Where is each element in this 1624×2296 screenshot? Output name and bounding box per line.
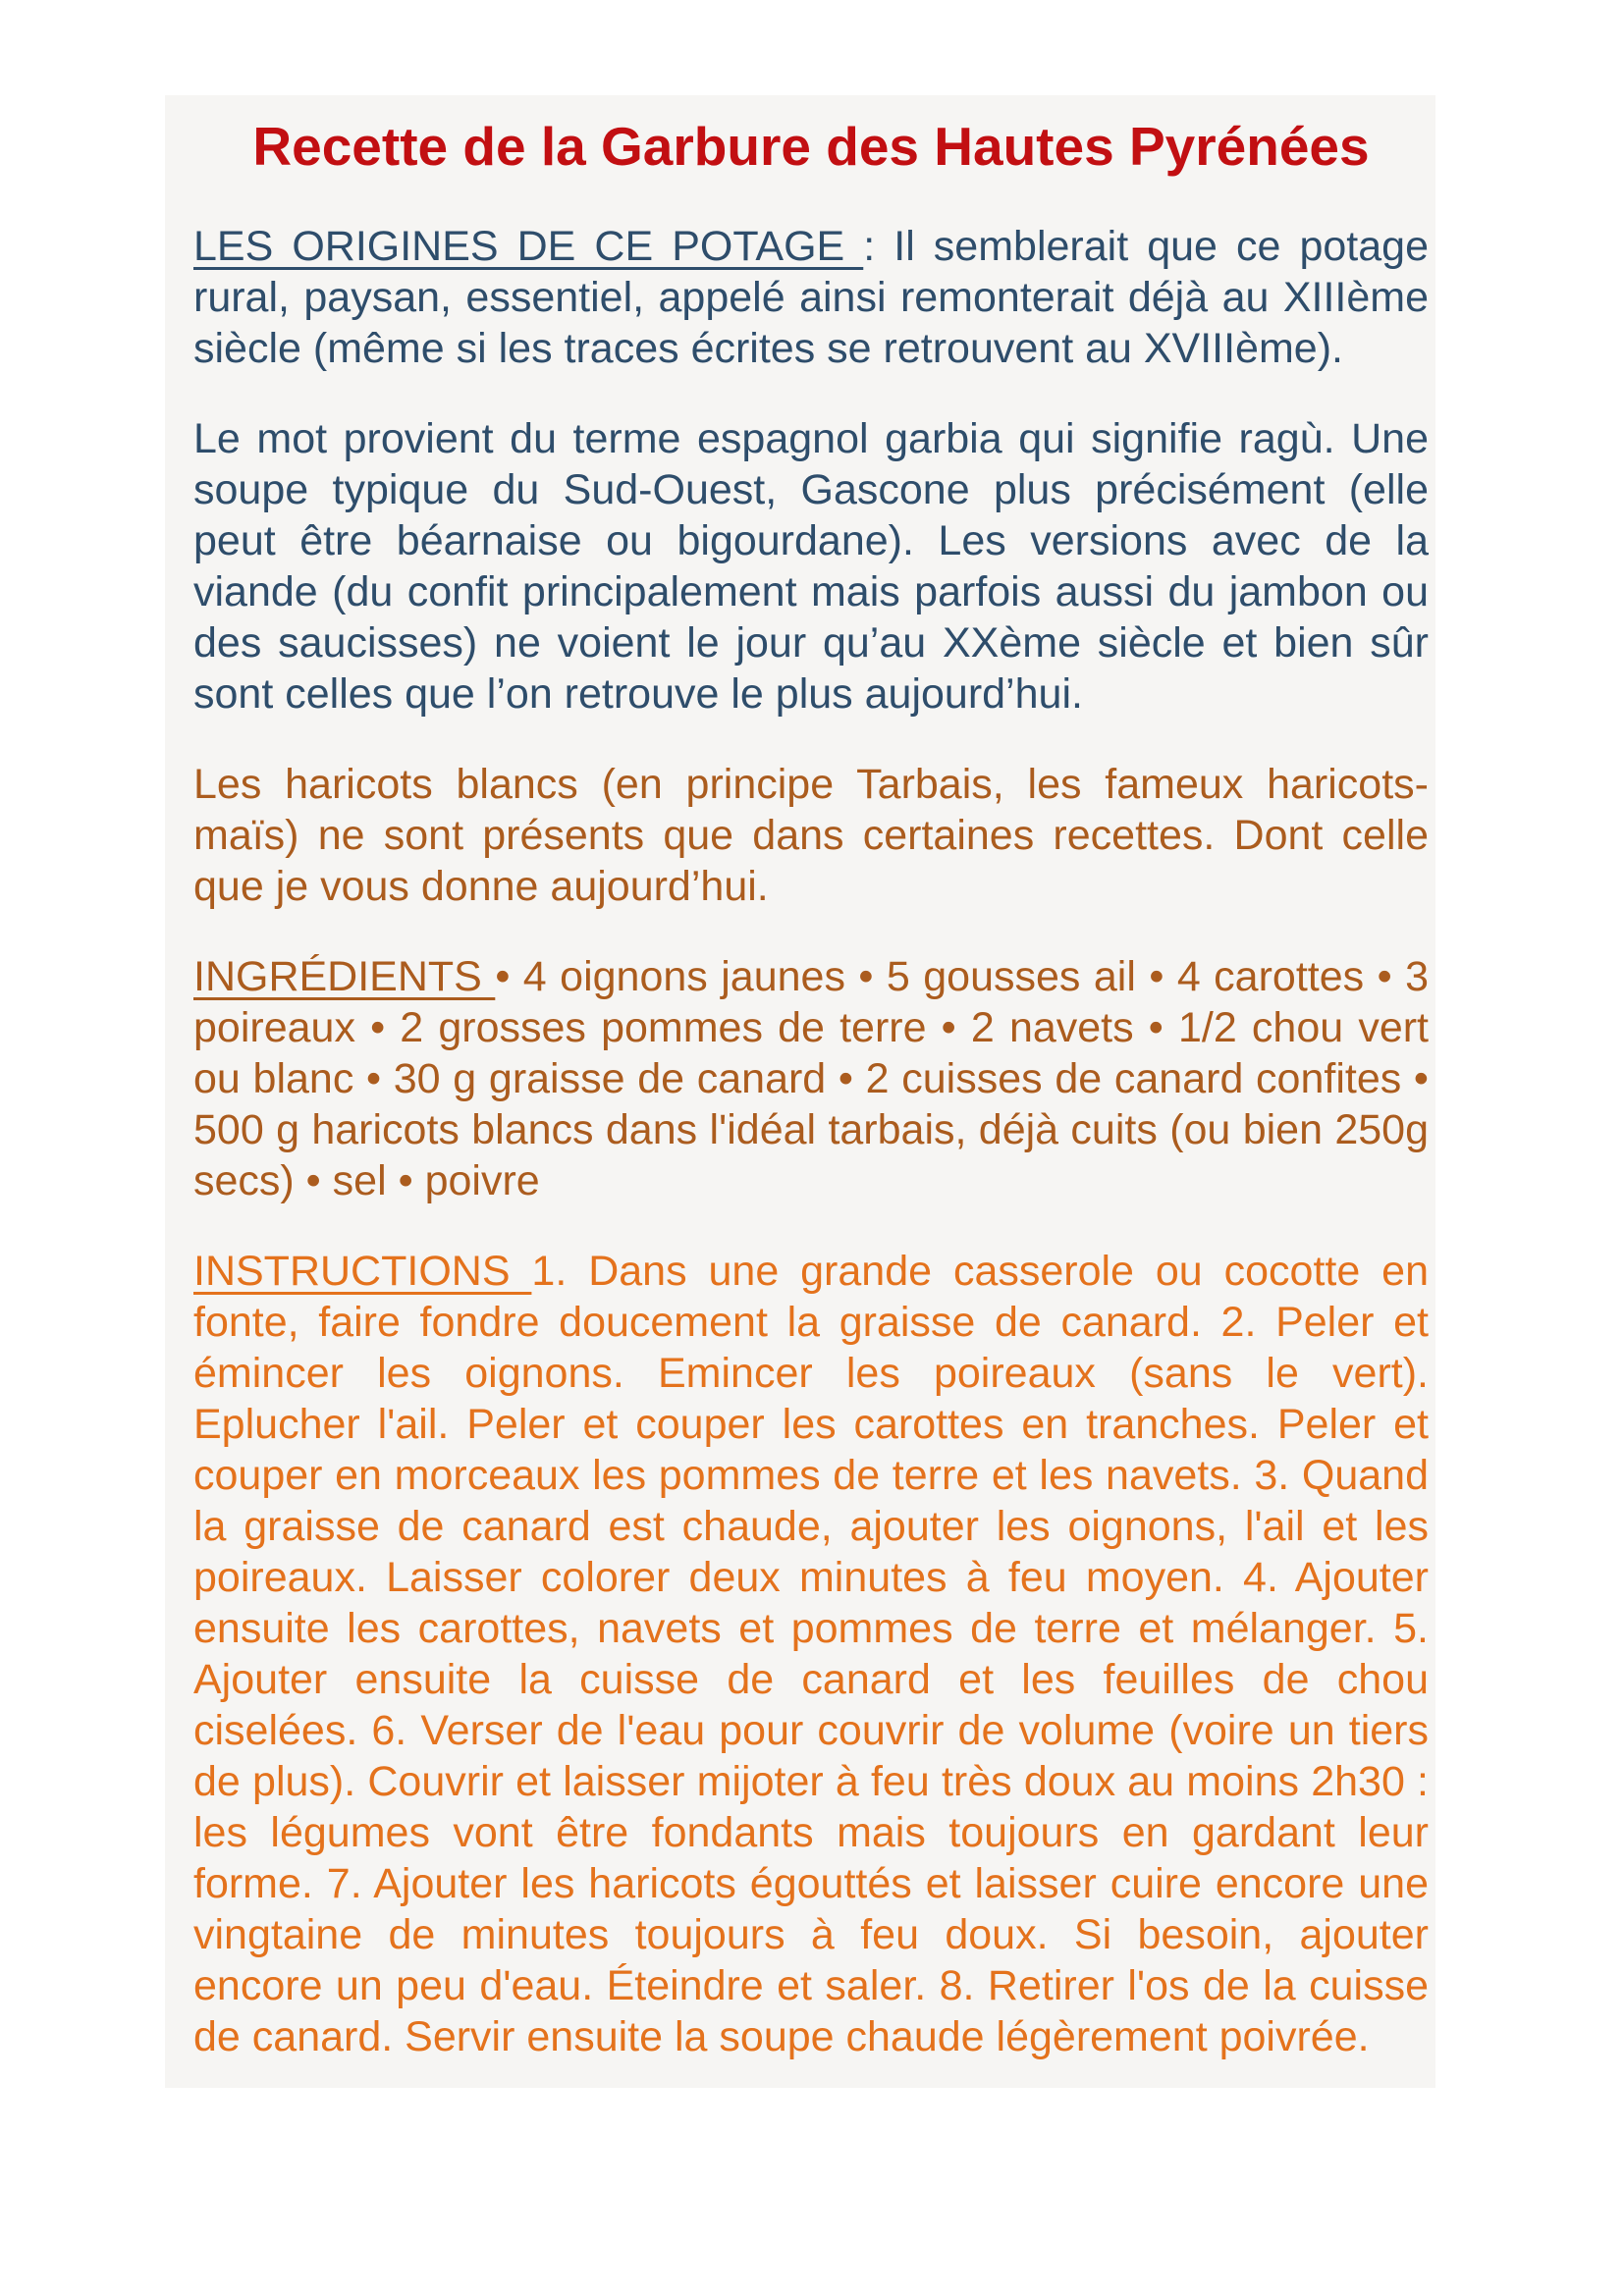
ingredients-heading: INGRÉDIENTS bbox=[193, 953, 496, 1000]
instructions-heading: INSTRUCTIONS bbox=[193, 1248, 532, 1295]
origins-text: : Il semblerait que ce potage rural, paysan, essentiel, appelé ainsi remonterait déjà au XIIIème siècle (même si les traces écrites se retrouvent au XVIIIème). bbox=[193, 223, 1429, 372]
paragraph-beans bbox=[193, 759, 1429, 912]
page-title: Recette de la Garbure des Hautes Pyrénées bbox=[252, 116, 1370, 177]
instructions-text: 1. Dans une grande casserole ou cocotte en fonte, faire fondre doucement la graisse de canard. 2. Peler et émincer les oignons. Emincer les poireaux (sans le vert). Eplucher l'ail. Peler et couper les carottes en tranches. Peler et couper en morceaux les pommes de terre et les navets. 3. Quand la graisse de canard est chaude, ajouter les oignons, l'ail et les poireaux. Laisser colorer deux minutes à feu moyen. 4. Ajouter ensuite les carottes, navets et pommes de terre et mélanger. 5. Ajouter ensuite la cuisse de canard et les feuilles de chou ciselées. 6. Verser de l'eau pour couvrir de volume (voire un tiers de plus). Couvrir et laisser mijoter à feu très doux au moins 2h30 : les légumes vont être fondants mais toujours en gardant leur forme. 7. Ajouter les haricots égouttés et laisser cuire encore une vingtaine de minutes toujours à feu doux. Si besoin, ajouter encore un peu d'eau. Éteindre et saler. 8. Retirer l'os de la cuisse de canard. Servir ensuite la soupe chaude légèrement poivrée. bbox=[193, 1248, 1429, 2060]
ingredients-text: • 4 oignons jaunes • 5 gousses ail • 4 carottes • 3 poireaux • 2 grosses pommes de terre • 2 navets • 1/2 chou vert ou blanc • 30 g graisse de canard • 2 cuisses de canard confites • 500 g haricots blancs dans l'idéal tarbais, déjà cuits (ou bien 250g secs) • sel • poivre bbox=[193, 953, 1429, 1204]
paragraph-ingredients bbox=[193, 951, 1429, 1206]
etymology-text: Le mot provient du terme espagnol garbia qui signifie ragù. Une soupe typique du Sud-Ouest, Gascone plus précisément (elle peut être béarnaise ou bigourdane). Les versions avec de la viande (du confit principalement mais parfois aussi du jambon ou des saucisses) ne voient le jour qu’au XXème siècle et bien sûr sont celles que l’on retrouve le plus aujourd’hui. bbox=[193, 415, 1429, 718]
paragraph-instructions bbox=[193, 1246, 1429, 2062]
recipe-document bbox=[165, 95, 1435, 2088]
beans-text: Les haricots blancs (en principe Tarbais, les fameux haricots-maïs) ne sont présents que dans certaines recettes. Dont celle que je vous donne aujourd’hui. bbox=[193, 761, 1429, 910]
paragraph-etymology bbox=[193, 413, 1429, 720]
paragraph-origins bbox=[193, 221, 1429, 374]
origins-heading: LES ORIGINES DE CE POTAGE bbox=[193, 223, 864, 270]
